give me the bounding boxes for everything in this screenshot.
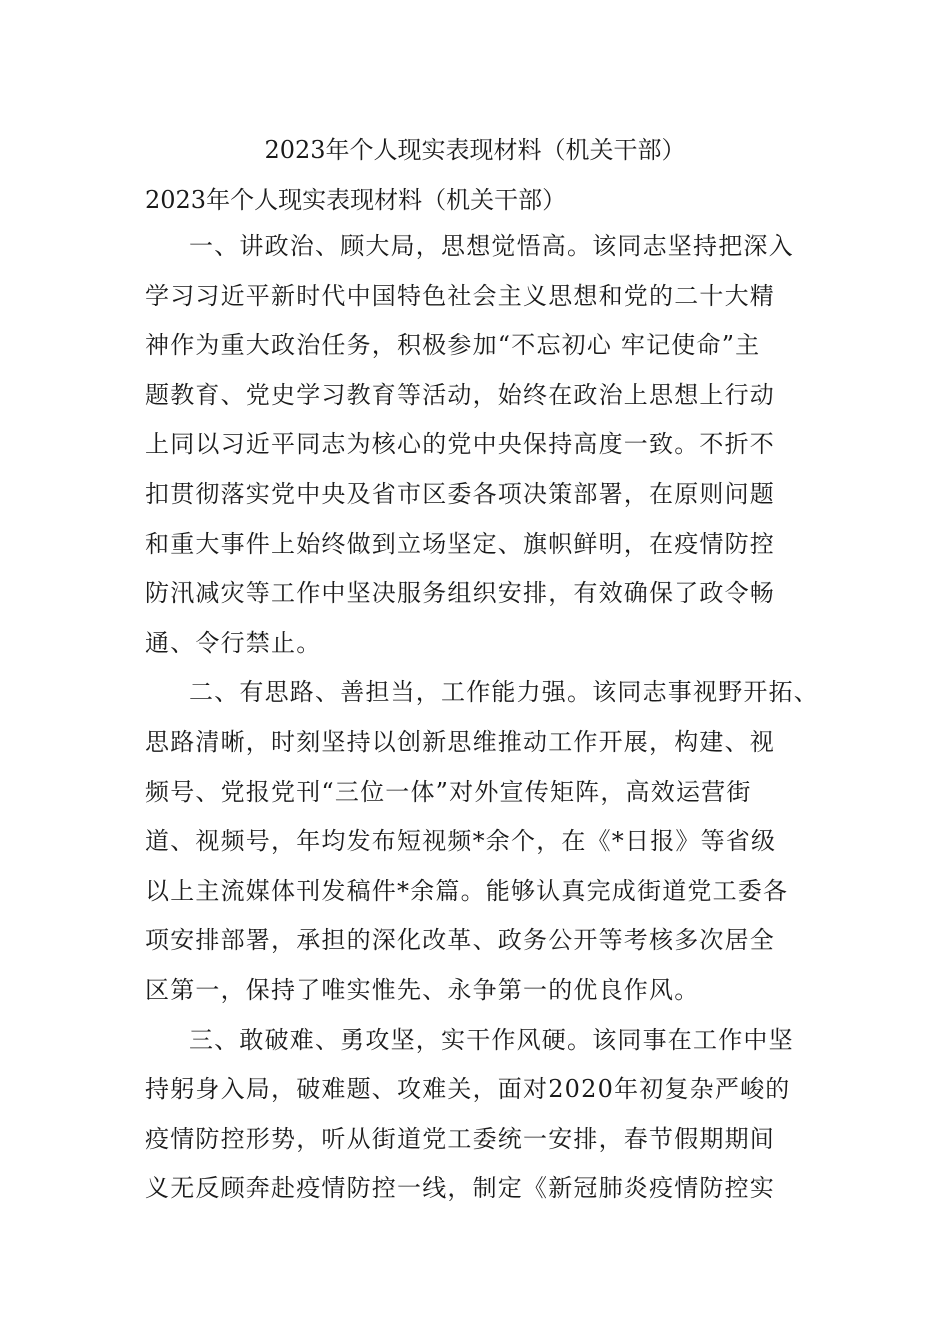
- paragraph-line: 思路清晰，时刻坚持以创新思维推动工作开展，构建、视: [145, 727, 775, 756]
- paragraph-line: 持躬身入局，破难题、攻难关，面对2020年初复杂严峻的: [145, 1075, 791, 1104]
- paragraph-line: 项安排部署，承担的深化改革、政务公开等考核多次居全: [145, 926, 775, 955]
- paragraph-line: 道、视频号，年均发布短视频*余个，在《*日报》等省级: [145, 827, 777, 856]
- paragraph-3: [145, 1016, 813, 1214]
- paragraph-line: 以上主流媒体刊发稿件*余篇。能够认真完成街道党工委各: [145, 876, 789, 905]
- document-body: [145, 179, 819, 1214]
- paragraph-line: 一、讲政治、顾大局，思想觉悟高。该同志坚持把深入: [189, 232, 794, 260]
- paragraph-line: 三、敢破难、勇攻坚，实干作风硬。该同事在工作中坚: [189, 1025, 794, 1054]
- document-subtitle: 2023年个人现实表现材料（机关干部）: [145, 186, 567, 214]
- paragraph-line: 频号、党报党刊“三位一体”对外宣传矩阵，高效运营街: [145, 777, 752, 806]
- paragraph-2: [145, 668, 819, 1015]
- paragraph-line: 和重大事件上始终做到立场坚定、旗帜鲜明，在疫情防控: [145, 529, 775, 558]
- paragraph-line: 通、令行禁止。: [145, 628, 322, 657]
- paragraph-line: 区第一，保持了唯实惟先、永争第一的优良作风。: [145, 975, 700, 1004]
- paragraph-line: 上同以习近平同志为核心的党中央保持高度一致。不折不: [145, 430, 775, 459]
- paragraph-line: 学习习近平新时代中国特色社会主义思想和党的二十大精: [145, 281, 775, 310]
- paragraph-line: 神作为重大政治任务，积极参加“不忘初心 牢记使命”主: [145, 331, 761, 360]
- paragraph-line: 疫情防控形势，听从街道党工委统一安排，春节假期期间: [145, 1124, 775, 1153]
- paragraph-line: 扣贯彻落实党中央及省市区委各项决策部署，在原则问题: [145, 479, 775, 508]
- paragraph-line: 义无反顾奔赴疫情防控一线，制定《新冠肺炎疫情防控实: [145, 1174, 775, 1203]
- paragraph-line: 题教育、党史学习教育等活动，始终在政治上思想上行动: [145, 380, 775, 409]
- paragraph-line: 二、有思路、善担当，工作能力强。该同志事视野开拓、: [189, 678, 819, 707]
- paragraph-line: 防汛减灾等工作中坚决服务组织安排，有效确保了政令畅: [145, 579, 775, 608]
- document-title: 2023年个人现实表现材料（机关干部）: [264, 136, 686, 164]
- paragraph-1: [145, 222, 813, 668]
